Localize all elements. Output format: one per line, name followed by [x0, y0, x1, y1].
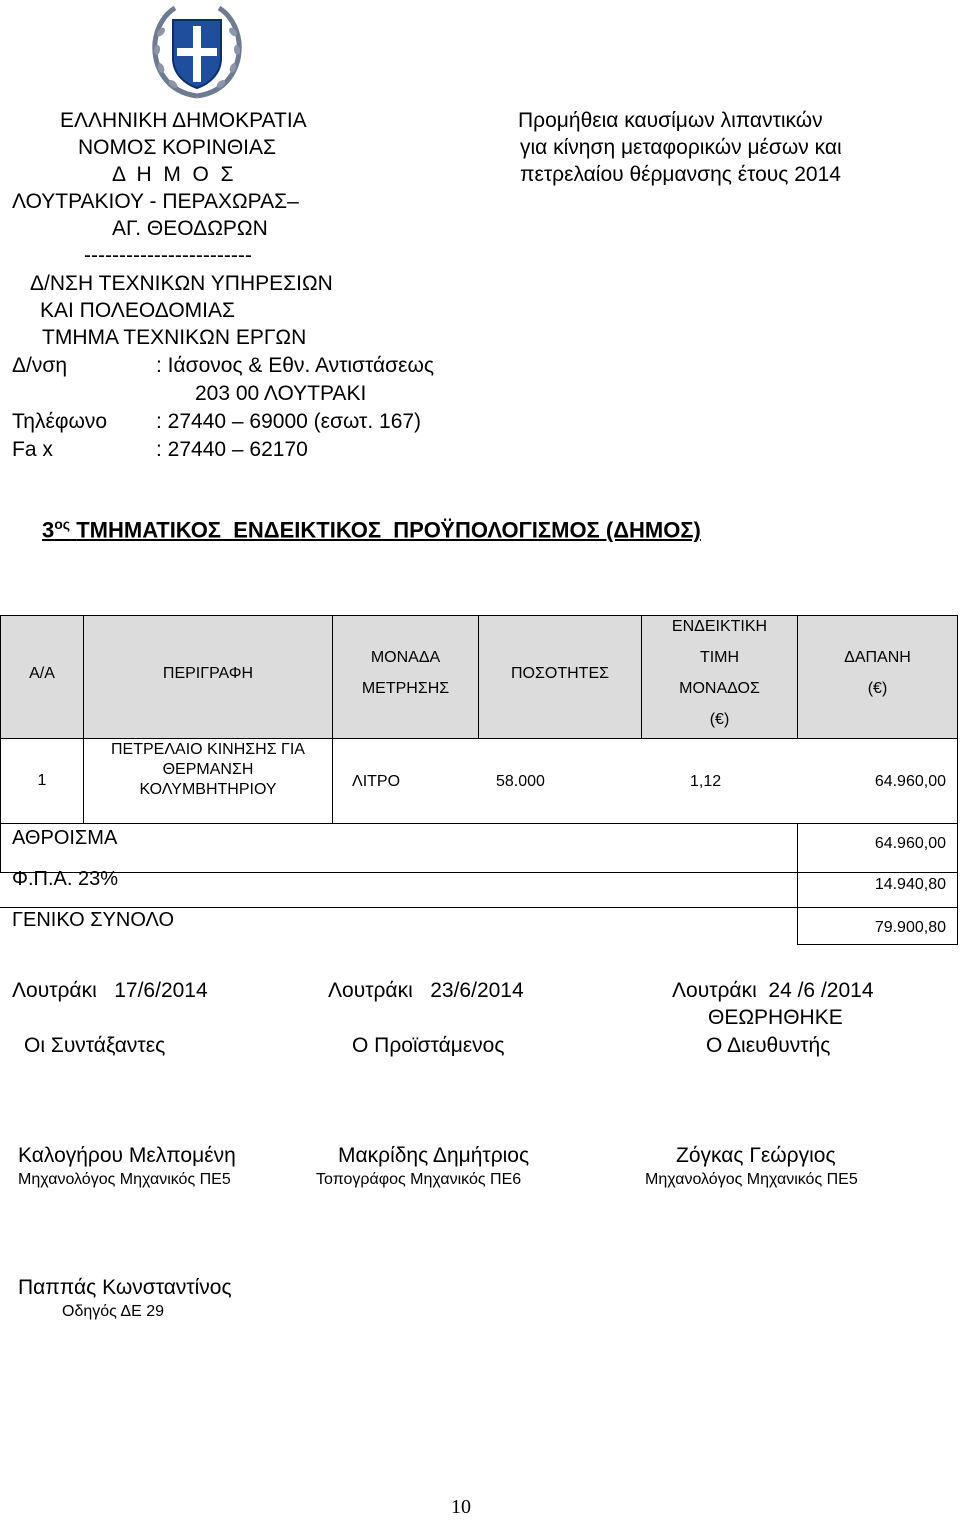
title-text: ΤΜΗΜΑΤΙΚΟΣ ΕΝΔΕΙΚΤΙΚΟΣ ΠΡΟΫΠΟΛΟΓΙΣΜΟΣ (ΔΗΜΟΣ) — [76, 517, 701, 543]
col3-role: Ο Διευθυντής — [706, 1034, 831, 1057]
header-cost-cell — [797, 615, 958, 739]
fax-value: : 27440 – 62170 — [156, 438, 308, 461]
row-description-line-3: ΚΟΛΥΜΒΗΤΗΡΙΟΥ — [139, 781, 277, 798]
title-number: 3 — [42, 517, 55, 543]
header-line-9: ΤΜΗΜΑ ΤΕΧΝΙΚΩΝ ΕΡΓΩΝ — [42, 326, 307, 349]
col2-role: Ο Προϊστάμενος — [352, 1034, 505, 1057]
row-unit: ΛΙΤΡΟ — [352, 773, 401, 790]
header-price-1: ΕΝΔΕΙΚΤΙΚΗ — [671, 618, 768, 635]
header-cost-2: (€) — [867, 680, 888, 697]
col1-title: Μηχανολόγος Μηχανικός ΠΕ5 — [18, 1171, 231, 1188]
header-line-5: ΑΓ. ΘΕΟΔΩΡΩΝ — [112, 217, 268, 240]
subject-line-2: για κίνηση μεταφορικών μέσων και — [520, 136, 842, 159]
col3-title: Μηχανολόγος Μηχανικός ΠΕ5 — [645, 1171, 858, 1188]
vat-value: 14.940,80 — [874, 876, 946, 893]
row-values-cell — [332, 738, 958, 824]
col2-title: Τοπογράφος Μηχανικός ΠΕ6 — [316, 1171, 522, 1188]
address-label: Δ/νση — [12, 354, 68, 377]
col1-place-date: Λουτράκι 17/6/2014 — [12, 979, 208, 1002]
page-title — [42, 516, 701, 543]
row-unit-price: 1,12 — [690, 773, 722, 790]
phone-value: : 27440 – 69000 (εσωτ. 167) — [156, 410, 422, 433]
col1-name: Καλογήρου Μελπομένη — [18, 1144, 236, 1167]
row-aa: 1 — [37, 772, 47, 789]
header-line-8: ΚΑΙ ΠΟΛΕΟΔΟΜΙΑΣ — [40, 299, 235, 322]
address-value: : Ιάσονος & Εθν. Αντιστάσεως — [156, 354, 434, 377]
row-quantity: 58.000 — [496, 773, 545, 790]
sum-value: 64.960,00 — [874, 835, 946, 852]
extra-name: Παππάς Κωνσταντίνος — [18, 1276, 232, 1299]
header-divider: ------------------------ — [84, 244, 252, 267]
header-line-2: ΝΟΜΟΣ ΚΟΡΙΝΘΙΑΣ — [78, 136, 277, 159]
vat-label: Φ.Π.Α. 23% — [12, 868, 118, 890]
row-description-line-2: ΘΕΡΜΑΝΣΗ — [162, 761, 254, 778]
subject-line-1: Προμήθεια καυσίμων λιπαντικών — [518, 109, 823, 132]
address-value-2: 203 00 ΛΟΥΤΡΑΚΙ — [195, 382, 367, 405]
header-price-4: (€) — [709, 711, 730, 728]
extra-title: Οδηγός ΔΕ 29 — [62, 1303, 165, 1320]
totals-label-block — [0, 823, 798, 873]
col2-place-date: Λουτράκι 23/6/2014 — [328, 979, 524, 1002]
fax-label: Fa x — [12, 438, 53, 461]
header-unit-1: ΜΟΝΑΔΑ — [370, 649, 441, 666]
phone-label: Τηλέφωνο — [12, 410, 108, 433]
page-number: 10 — [451, 1496, 471, 1518]
header-price-3: ΜΟΝΑΔΟΣ — [679, 680, 760, 697]
col3-place-date: Λουτράκι 24 /6 /2014 — [672, 979, 874, 1002]
header-price-2: ΤΙΜΗ — [699, 649, 740, 666]
row-description-line-1: ΠΕΤΡΕΛΑΙΟ ΚΙΝΗΣΗΣ ΓΙΑ — [111, 741, 305, 758]
total-label: ΓΕΝΙΚΟ ΣΥΝΟΛΟ — [12, 909, 175, 931]
header-description: ΠΕΡΙΓΡΑΦΗ — [162, 665, 254, 682]
total-value: 79.900,80 — [874, 919, 946, 936]
col3-name: Ζόγκας Γεώργιος — [676, 1144, 836, 1167]
header-unit-cell — [332, 615, 479, 739]
subject-line-3: πετρελαίου θέρμανσης έτους 2014 — [520, 163, 841, 186]
header-line-7: Δ/ΝΣΗ ΤΕΧΝΙΚΩΝ ΥΠΗΡΕΣΙΩΝ — [30, 272, 333, 295]
header-line-4: ΛΟΥΤΡΑΚΙΟΥ - ΠΕΡΑΧΩΡΑΣ– — [12, 190, 299, 213]
header-quantity: ΠΟΣΟΤΗΤΕΣ — [511, 665, 609, 682]
title-superscript: ος — [54, 516, 71, 532]
col3-note: ΘΕΩΡΗΘΗΚΕ — [708, 1006, 843, 1029]
header-line-1: ΕΛΛΗΝΙΚΗ ΔΗΜΟΚΡΑΤΙΑ — [60, 109, 307, 132]
col1-role: Οι Συντάξαντες — [24, 1034, 166, 1057]
sum-label: ΑΘΡΟΙΣΜΑ — [12, 827, 118, 849]
col2-name: Μακρίδης Δημήτριος — [338, 1144, 530, 1167]
budget-table — [0, 615, 958, 945]
header-cost-1: ΔΑΠΑΝΗ — [844, 649, 911, 666]
header-unit-2: ΜΕΤΡΗΣΗΣ — [361, 680, 450, 697]
row-cost: 64.960,00 — [874, 773, 946, 790]
greek-coat-of-arms-icon — [147, 2, 247, 102]
header-aa: Α/Α — [29, 665, 55, 682]
header-line-3: Δ Η Μ Ο Σ — [112, 163, 234, 186]
